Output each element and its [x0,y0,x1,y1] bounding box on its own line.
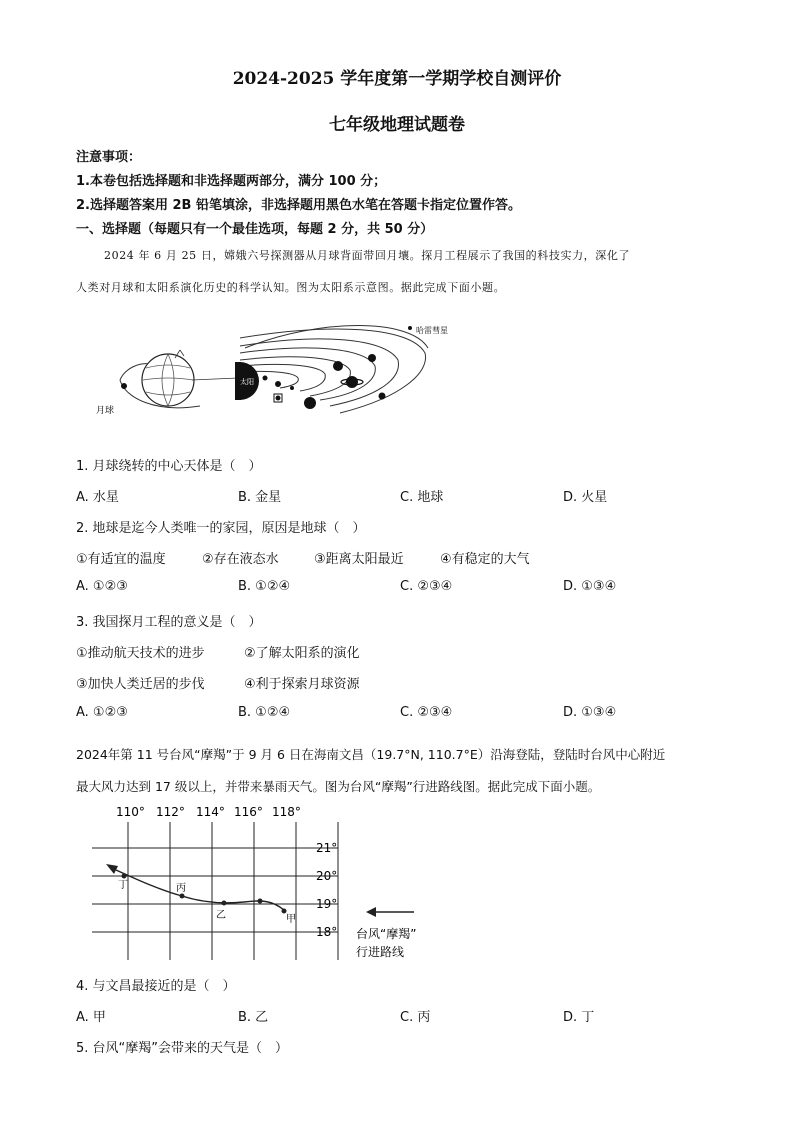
label-moon: 月球 [96,406,115,416]
question-1-stem: 1. 月球绕转的中心天体是（ ） [76,459,262,474]
question-3-statement-1: ①推动航天技术的进步 [76,646,205,661]
question-2-option-a[interactable]: A. ①②③ [76,579,128,594]
point-jia-a [258,899,263,904]
notes-item-1: 1.本卷包括选择题和非选择题两部分，满分 100 分； [76,174,387,189]
exam-title: 2024-2025 学年度第一学期学校自测评价 [232,69,562,89]
question-3-statement-2: ②了解太阳系的演化 [244,646,360,661]
question-2-statement-4: ④有稳定的大气 [440,552,530,567]
lat-label-19: 19° [316,897,338,911]
lon-label-116: 116° [234,805,263,819]
question-4-option-c[interactable]: C. 丙 [400,1010,431,1025]
lat-label-20: 20° [316,869,338,883]
lon-label-118: 118° [272,805,301,819]
notes-item-2: 2.选择题答案用 2B 铅笔填涂，非选择题用黑色水笔在答题卡指定位置作答。 [76,198,521,213]
point-bing [180,894,185,899]
question-4-stem: 4. 与文昌最接近的是（ ） [76,979,236,994]
question-2-statement-2: ②存在液态水 [202,552,279,567]
question-2-statement-3: ③距离太阳最近 [314,552,404,567]
lon-label-112: 112° [156,805,185,819]
lat-label-21: 21° [316,841,338,855]
question-2-statement-1: ①有适宜的温度 [76,552,166,567]
question-2-stem: 2. 地球是迄今人类唯一的家园，原因是地球（ ） [76,521,366,536]
question-3-stem: 3. 我国探月工程的意义是（ ） [76,615,262,630]
legend-label-line-1: 台风“摩羯” [356,927,417,941]
question-3-statement-3: ③加快人类迁居的步伐 [76,677,205,692]
label-halley-comet: 哈雷彗星 [416,326,448,335]
question-2-option-d[interactable]: D. ①③④ [563,579,617,594]
legend-label-line-2: 行进路线 [356,945,405,959]
passage-2-line-1: 2024年第 11 号台风“摩羯”于 9 月 6 日在海南文昌（19.7°N, 110.7°E）沿海登陆，登陆时台风中心附近 [76,747,666,762]
question-1-option-c[interactable]: C. 地球 [400,490,444,505]
question-3-option-d[interactable]: D. ①③④ [563,705,617,720]
question-5-stem: 5. 台风“摩羯”会带来的天气是（ ） [76,1041,289,1056]
question-2-option-b[interactable]: B. ①②④ [238,579,291,594]
exam-subtitle: 七年级地理试题卷 [329,115,465,135]
typhoon-track-map [84,800,464,965]
label-ding: 丁 [118,880,128,891]
label-sun: 太阳 [240,378,254,386]
solar-system-diagram [80,318,450,428]
label-yi: 乙 [216,910,226,921]
passage-1-line-2: 人类对月球和太阳系演化历史的科学认知。图为太阳系示意图。据此完成下面小题。 [76,281,506,294]
lat-label-18: 18° [316,925,338,939]
legend-arrow-icon [366,907,376,917]
question-3-option-b[interactable]: B. ①②④ [238,705,291,720]
section-heading: 一、选择题（每题只有一个最佳选项，每题 2 分，共 50 分） [76,222,434,237]
track-arrowhead [106,864,118,874]
label-bing: 丙 [176,883,186,894]
question-4-option-a[interactable]: A. 甲 [76,1010,106,1025]
label-jia: 甲 [286,914,296,925]
question-4-option-b[interactable]: B. 乙 [238,1010,269,1025]
point-jia [282,909,287,914]
point-yi [222,901,227,906]
question-3-statement-4: ④利于探索月球资源 [244,677,360,692]
question-1-option-b[interactable]: B. 金星 [238,490,282,505]
passage-2-line-2: 最大风力达到 17 级以上，并带来暴雨天气。图为台风“摩羯”行进路线图。据此完成下面小题。 [76,779,601,794]
moon-dot [121,383,127,389]
passage-1-line-1: 2024 年 6 月 25 日，嫦娥六号探测器从月球背面带回月壤。探月工程展示了我国的科技实力，深化了 [104,249,631,262]
question-1-option-d[interactable]: D. 火星 [563,490,608,505]
lon-label-114: 114° [196,805,225,819]
question-3-option-a[interactable]: A. ①②③ [76,705,128,720]
question-4-option-d[interactable]: D. 丁 [563,1010,595,1025]
notes-heading: 注意事项： [76,150,142,165]
point-ding [122,874,127,879]
question-3-option-c[interactable]: C. ②③④ [400,705,453,720]
question-2-option-c[interactable]: C. ②③④ [400,579,453,594]
question-1-option-a[interactable]: A. 水星 [76,490,119,505]
earth-globe [142,354,194,406]
lon-label-110: 110° [116,805,145,819]
